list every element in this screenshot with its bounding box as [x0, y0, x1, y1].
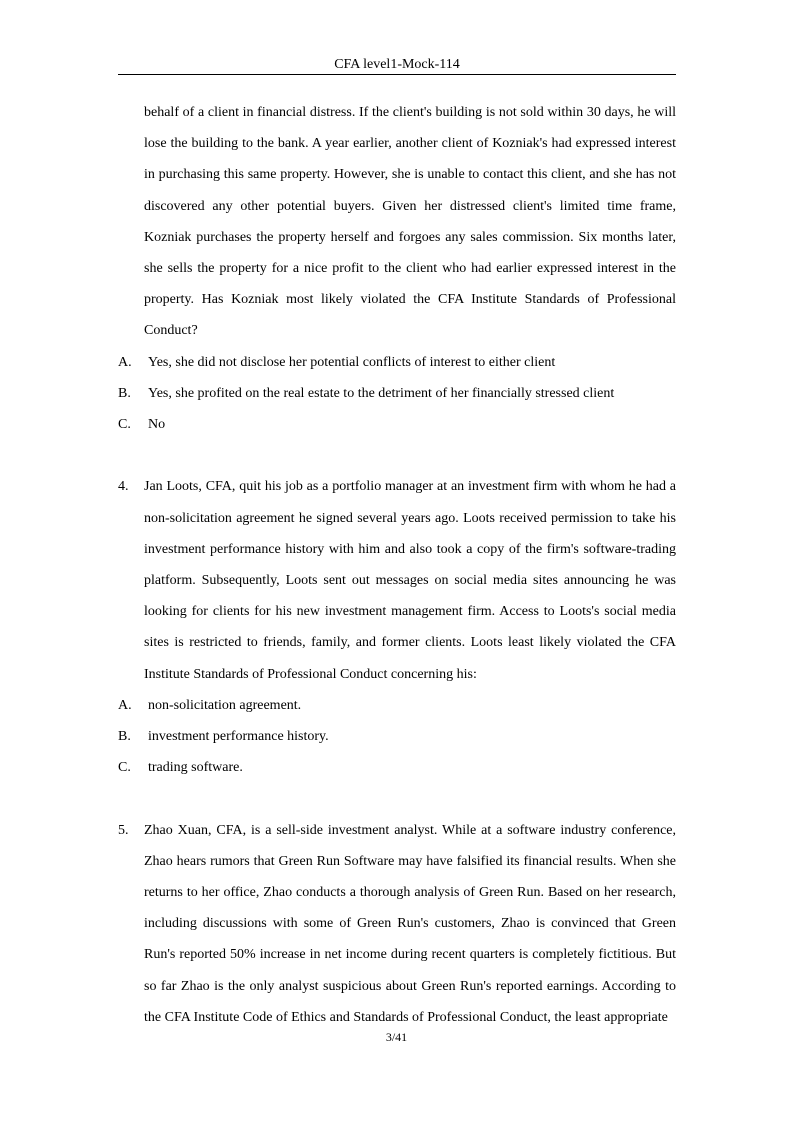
page-header-title: CFA level1-Mock-114: [334, 57, 460, 72]
question-number: 5.: [118, 822, 129, 838]
spacer: [118, 440, 676, 471]
option-letter: A.: [118, 354, 132, 370]
question-text: Jan Loots, CFA, quit his job as a portfolio manager at an investment firm with whom he had a non-solicitation agreement he signed several years ago. Loots received permission to take his investment performance history with him and also took a copy of the firm's software-trading platform. Subsequently, Loots sent out messages on social media sites announcing he was looking for clients for his new investment management firm. Access to Loots's social media sites is restricted to friends, family, and former clients. Loots least likely violated the CFA Institute Standards of Professional Conduct concerning his:: [144, 479, 676, 682]
question4-option-b: [118, 721, 676, 752]
question4-option-a: [118, 690, 676, 721]
page-content: [118, 97, 676, 1033]
option-letter: B.: [118, 385, 131, 401]
question5: [118, 815, 676, 1033]
question4-option-c: [118, 752, 676, 783]
option-text: No: [148, 417, 166, 433]
page-number: 3/41: [385, 1030, 408, 1044]
header-divider: [118, 74, 676, 75]
question3-option-b: [118, 378, 676, 409]
option-text: trading software.: [148, 760, 243, 776]
option-text: investment performance history.: [148, 729, 329, 745]
spacer: [118, 783, 676, 814]
question3-option-a: [118, 347, 676, 378]
option-text: Yes, she profited on the real estate to the detriment of her financially stressed client: [148, 385, 615, 401]
question4: [118, 471, 676, 689]
question3-continued-text: behalf of a client in financial distress. If the client's building is not sold within 30 days, he will lose the building to the bank. A year earlier, another client of Kozniak's had expressed interest in purchasing this same property. However, she is unable to contact this client, and she has not discovered any other potential buyers. Given her distressed client's limited time frame, Kozniak purchases the property herself and forgoes any sales commission. Six months later, she sells the property for a nice profit to the client who had earlier expressed interest in the property. Has Kozniak most likely violated the CFA Institute Standards of Professional Conduct?: [144, 105, 676, 339]
question-text: Zhao Xuan, CFA, is a sell-side investment analyst. While at a software industry conference, Zhao hears rumors that Green Run Software may have falsified its financial results. When she returns to her office, Zhao conducts a thorough analysis of Green Run. Based on her research, including discussions with some of Green Run's customers, Zhao is convinced that Green Run's reported 50% increase in net income during recent quarters is completely fictitious. But so far Zhao is the only analyst suspicious about Green Run's reported earnings. According to the CFA Institute Code of Ethics and Standards of Professional Conduct, the least appropriate: [144, 822, 676, 1025]
option-letter: C.: [118, 417, 131, 433]
option-letter: B.: [118, 729, 131, 745]
option-letter: C.: [118, 760, 131, 776]
question3-option-c: [118, 409, 676, 440]
option-letter: A.: [118, 697, 132, 713]
option-text: non-solicitation agreement.: [148, 697, 302, 713]
option-text: Yes, she did not disclose her potential conflicts of interest to either client: [148, 354, 556, 370]
question-number: 4.: [118, 479, 129, 495]
